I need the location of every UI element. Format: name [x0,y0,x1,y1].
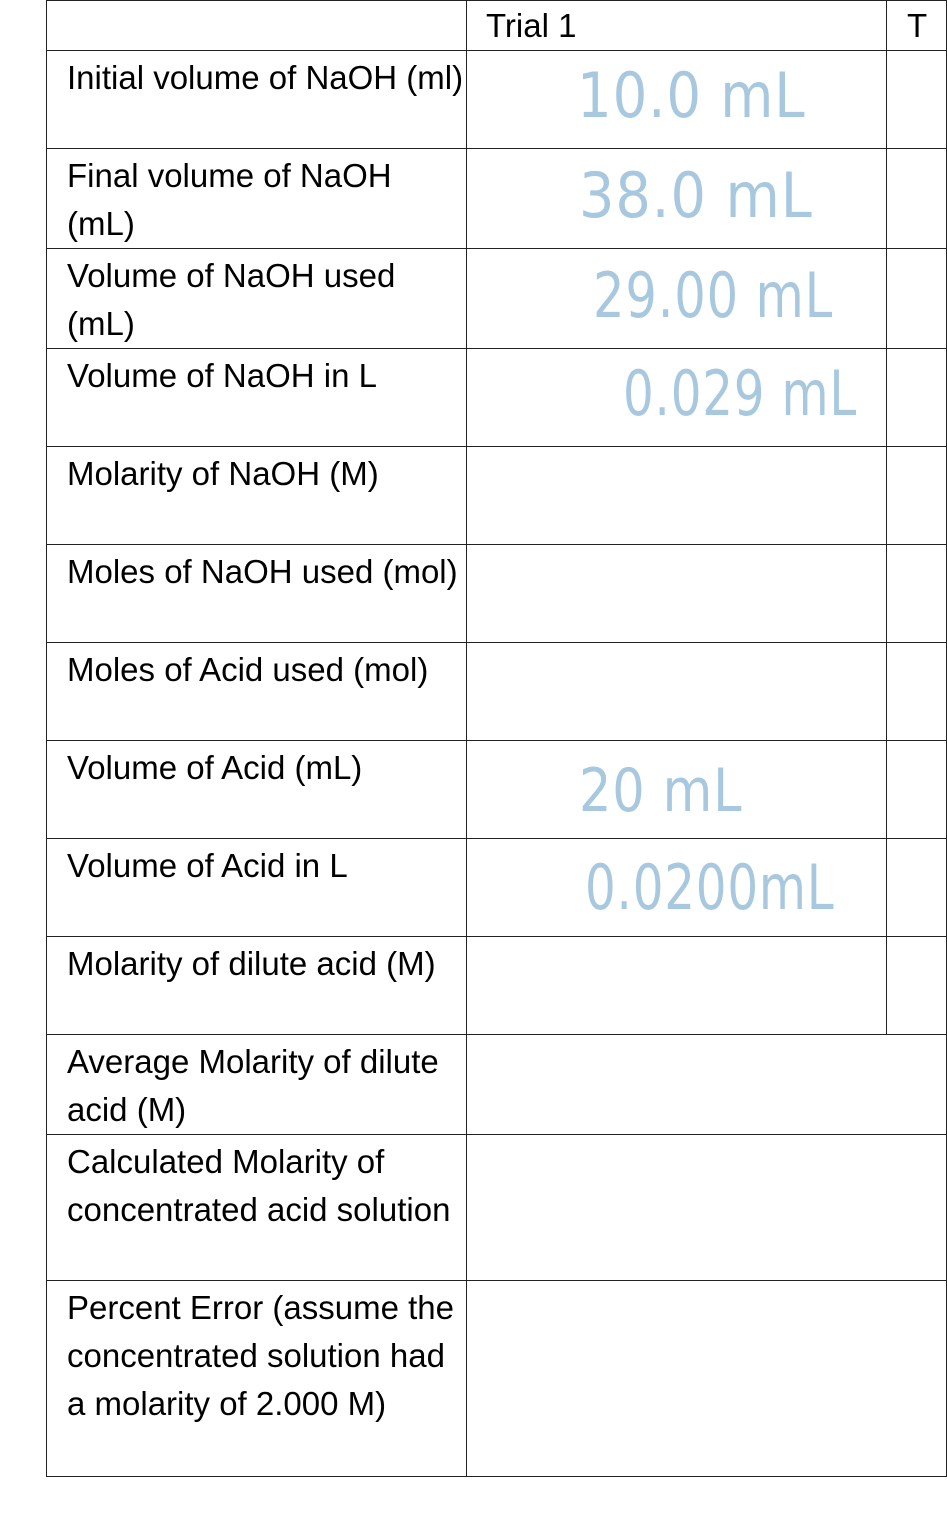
trial-2-cell [887,839,947,937]
table-row [47,249,947,349]
trial-1-cell [467,249,887,349]
trial-2-cell [887,349,947,447]
header-blank-cell [47,1,467,51]
table-row [47,51,947,149]
row-label: Molarity of dilute acid (M) [47,937,467,1035]
table-row [47,149,947,249]
trial-1-cell [467,149,887,249]
header-row [47,1,947,51]
trial-2-cell [887,249,947,349]
table-row [47,741,947,839]
titration-data-table [46,0,947,1477]
handwritten-value: 29.00 mL [593,259,834,332]
row-label: Volume of NaOH in L [47,349,467,447]
trial-1-cell [467,839,887,937]
handwritten-value: 0.0200mL [585,851,835,924]
trial-2-cell [887,447,947,545]
trial-2-header-text: T [907,7,928,44]
merged-value-cell [467,1281,947,1477]
row-label: Volume of Acid in L [47,839,467,937]
row-label: Final volume of NaOH (mL) [47,149,467,249]
trial-2-header [887,1,947,51]
merged-value-cell [467,1035,947,1135]
trial-2-cell [887,937,947,1035]
trial-2-cell [887,741,947,839]
row-label: Average Molarity of dilute acid (M) [47,1035,467,1135]
table-row [47,349,947,447]
table-row [47,545,947,643]
handwritten-value: 0.029 mL [623,357,858,430]
row-label: Moles of Acid used (mol) [47,643,467,741]
row-label: Moles of NaOH used (mol) [47,545,467,643]
trial-1-cell [467,545,887,643]
trial-1-header: Trial 1 [467,1,887,51]
table-row [47,447,947,545]
row-label: Molarity of NaOH (M) [47,447,467,545]
handwritten-value: 20 mL [579,756,743,826]
trial-2-cell [887,643,947,741]
trial-2-cell [887,51,947,149]
trial-1-cell [467,51,887,149]
row-label: Percent Error (assume the concentrated solution had a molarity of 2.000 M) [47,1281,467,1477]
handwritten-value: 38.0 mL [579,159,813,232]
trial-2-cell [887,149,947,249]
merged-value-cell [467,1135,947,1281]
trial-1-cell [467,643,887,741]
table-row [47,643,947,741]
table-row [47,1281,947,1477]
trial-2-cell [887,545,947,643]
trial-1-cell [467,349,887,447]
trial-1-cell [467,741,887,839]
trial-1-cell [467,447,887,545]
row-label: Volume of Acid (mL) [47,741,467,839]
handwritten-value: 10.0 mL [577,59,806,132]
table-row [47,1035,947,1135]
table-row [47,839,947,937]
table-row [47,1135,947,1281]
trial-1-cell [467,937,887,1035]
row-label: Initial volume of NaOH (ml) [47,51,467,149]
table-row [47,937,947,1035]
row-label: Calculated Molarity of concentrated acid solution [47,1135,467,1281]
row-label: Volume of NaOH used (mL) [47,249,467,349]
